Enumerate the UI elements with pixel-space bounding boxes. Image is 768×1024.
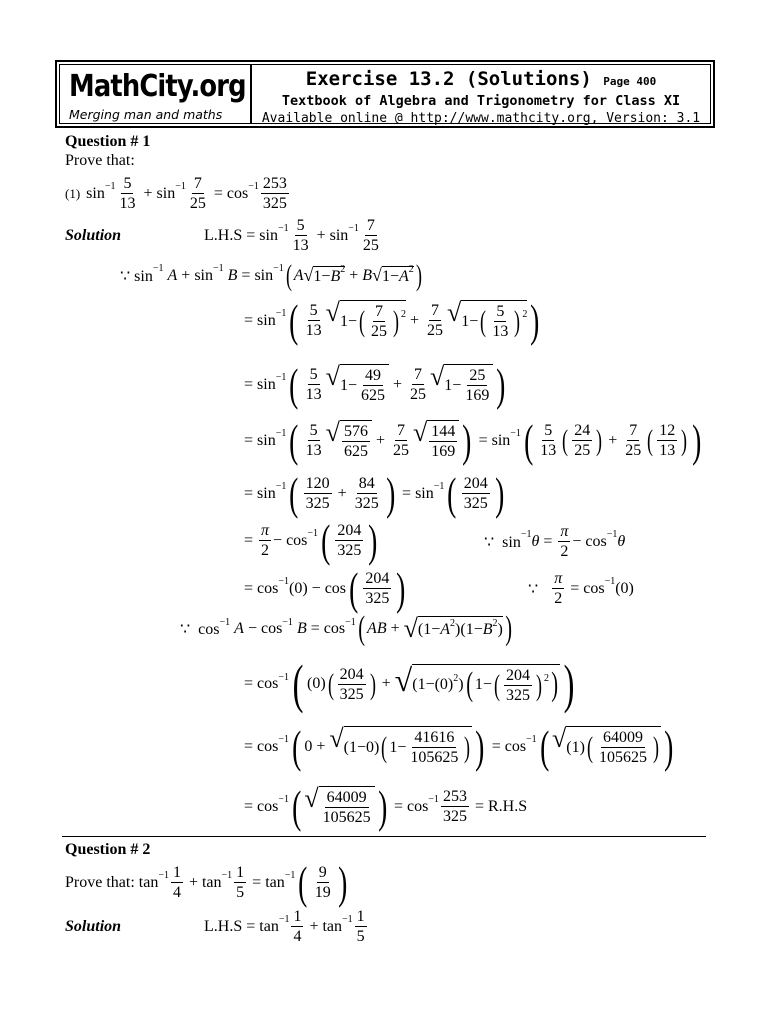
page-header [55,60,715,128]
lhs-label: L.H.S [204,917,243,935]
step-line-6: = cos −1 (0) − cos ( 204 325 ) [244,563,406,614]
step-line-3: = sin −1 ( 5 13 √ 576 625 + $\frac{7}{25}$ √ 144 169 ) = sin −1 ( 5 13 ( 24 25 ) + $\frac{7}{25}$ ( 12 13 ) ) [244,415,702,466]
question-1-heading: Question # 1 [65,133,151,150]
lhs-line: L.H.S = sin −1 5 13 + sin −1 7 25 [204,217,379,254]
site-logo: MathCity.org [69,69,246,104]
step-line-7: = cos −1 ( (0) ( 204 325 ) + √ (1−(0) 2 ) ( 1− ( 204 325 ) 2 ) ) [244,654,575,714]
step-line-5: = π 2 − cos −1 ( 204 325 ) [244,515,378,566]
step-line-8: = cos −1 ( 0 + √ (1−0) ( 1− 41616 105625 ) ) = cos −1 ( √ (1) ( 64009 105625 ) ) [244,721,674,772]
part-number: (1) [65,185,81,201]
lhs-label: L.H.S [204,226,243,244]
rhs-label: R.H.S [487,797,528,815]
step-line-1: = sin −1 ( 5 13 √ 1− ( 7 25 ) 2 + $\frac{7}{25}$ √ 1− ( 5 13 ) 2 ) [244,295,540,346]
site-tagline: Merging man and maths [69,107,223,122]
question-2-solution-label: Solution [65,918,122,935]
question-1-prompt: Prove that: [65,152,135,169]
page-number: Page 400 [603,75,657,88]
exercise-title-text: Exercise 13.2 (Solutions) [305,68,592,90]
question-2-heading: Question # 2 [65,841,151,858]
question-2-prompt: Prove that: [65,873,135,891]
exercise-title [252,68,710,93]
exercise-info [252,65,710,126]
solution-label: Solution [65,227,122,244]
question-2-lhs-line: L.H.S = tan −1 1 4 + tan −1 1 5 [204,908,365,945]
question-1-statement: (1) sin −1 5 13 + sin −1 $\frac{7}{25}$ = cos −1 253 325 [65,175,287,212]
identity-sin-cos: ∵ sin −1 θ = $\frac{\pi}{2}$ − cos −1 θ [484,523,626,560]
textbook-subtitle: Textbook of Algebra and Trigonometry for Class XI [281,93,681,109]
step-line-9: = cos −1 ( √ 64009 105625 ) = cos −1 $\frac{253}{325}$ = R.H.S [244,781,528,832]
question-2-statement: Prove that: tan −1 1 4 + tan −1 $\frac{1}{5}$ = tan −1 ( 9 19 ) [65,857,347,908]
step-line-4: = sin −1 ( 120 325 + $\frac{84}{325}$ ) = sin −1 ( 204 325 ) [244,468,504,519]
step-line-2: = sin −1 ( 5 13 √ 1− 49 625 + $\frac{7}{25}$ √ 1− 25 169 ) [244,359,506,410]
section-divider [62,836,706,837]
identity-sin-sum: ∵ sin −1 A + sin −1 B = sin −1 ( A √ 1− B 2 + B √ 1− A 2 ) [120,259,422,292]
availability-note: Available online @ http://www.mathcity.org, Version: 3.1 [261,111,701,126]
identity-cos-diff: ∵ cos −1 A − cos −1 B = cos −1 ( AB + √ (1− A 2 )(1− B 2 ) ) [180,610,512,647]
identity-pi-half: ∵ $\frac{\pi}{2}$ = cos −1 (0) [528,570,634,607]
brand-box [60,65,252,123]
